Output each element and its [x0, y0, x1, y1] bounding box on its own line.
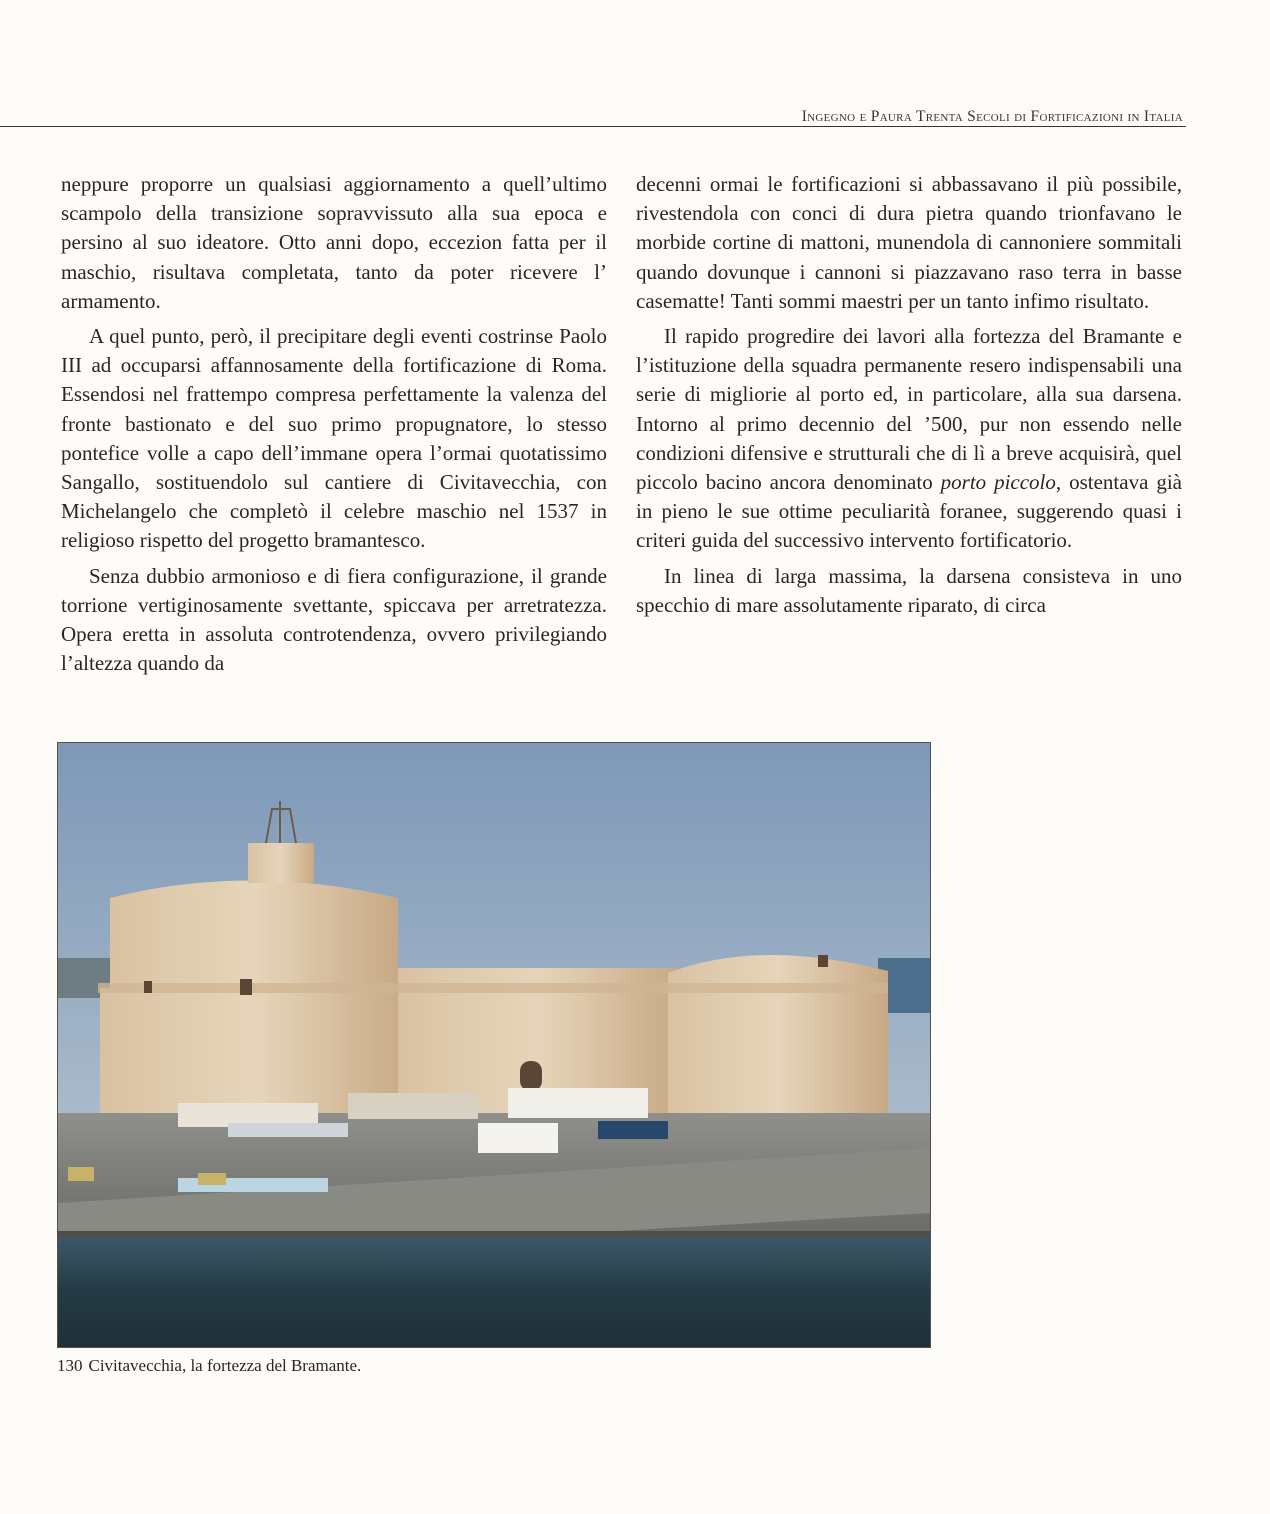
right-paragraph-3: In linea di larga massima, la darsena consisteva in uno specchio di mare assolutamente riparato, di circa: [636, 563, 1182, 617]
figure-caption: [57, 1356, 361, 1376]
fortress-photo-illustration: [58, 743, 930, 1347]
left-paragraph-2: A quel punto, però, il precipitare degli eventi costrinse Paolo III ad occuparsi affannosamente della fortificazione di Roma. Essendosi nel frattempo compresa perfettamente la valenza del fronte bastionato e del suo primo propugnatore, lo stesso pontefice volle a capo dell’immane opera l’ormai quotatissimo Sangallo, sostituendolo sul cantiere di Civitavecchia, con Michelangelo che completò il celebre maschio nel 1537 in religioso rispetto del progetto bramantesco.: [61, 324, 607, 553]
figure-caption-text: Civitavecchia, la fortezza del Bramante.: [88, 1356, 362, 1375]
right-paragraph-2-text-b: , ostentava già in pieno le sue ottime peculiarità foranee, suggerendo quasi i criteri guida del successivo intervento fortificatorio.: [636, 470, 1182, 553]
right-paragraph-2-text-a: Il rapido progredire dei lavori alla fortezza del Bramante e l’istituzione della squadra permanente resero indispensabili una serie di migliorie al porto ed, in particolare, alla sua darsena. Intorno al primo decennio del ’500, pur non essendo nelle condizioni difensive e strutturali che di lì a breve acquisirà, quel piccolo bacino ancora denominato: [636, 324, 1182, 495]
left-paragraph-3: Senza dubbio armonioso e di fiera configurazione, il grande torrione vertiginosamente svettante, spiccava per arretratezza. Opera eretta in assoluta controtendenza, ovvero privilegiando l’altezza quando da: [61, 563, 607, 676]
porto-piccolo-term: porto piccolo: [940, 470, 1056, 495]
left-column: [61, 170, 607, 678]
left-paragraph-1: neppure proporre un qualsiasi aggiornamento a quell’ultimo scampolo della transizione sopravvissuto alla sua epoca e persino al suo ideatore. Otto anni dopo, eccezion fatta per il maschio, risultava completata, tanto da poter ricevere l’ armamento.: [61, 172, 607, 313]
right-paragraph-2: [636, 322, 1182, 556]
running-header: Ingegno e Paura Trenta Secoli di Fortificazioni in Italia: [801, 108, 1183, 125]
fortress-photo: [57, 742, 931, 1348]
header-rule: [0, 126, 1186, 127]
right-paragraph-1: decenni ormai le fortificazioni si abbassavano il più possibile, rivestendola con conci di dura pietra quando trionfavano le morbide cortine di mattoni, munendola di cannoniere sommitali quando dovunque i cannoni si piazzavano raso terra in basse casematte! Tanti sommi maestri per un tanto infimo risultato.: [636, 172, 1182, 313]
right-column: [636, 170, 1182, 620]
figure-number: 130: [57, 1356, 83, 1375]
